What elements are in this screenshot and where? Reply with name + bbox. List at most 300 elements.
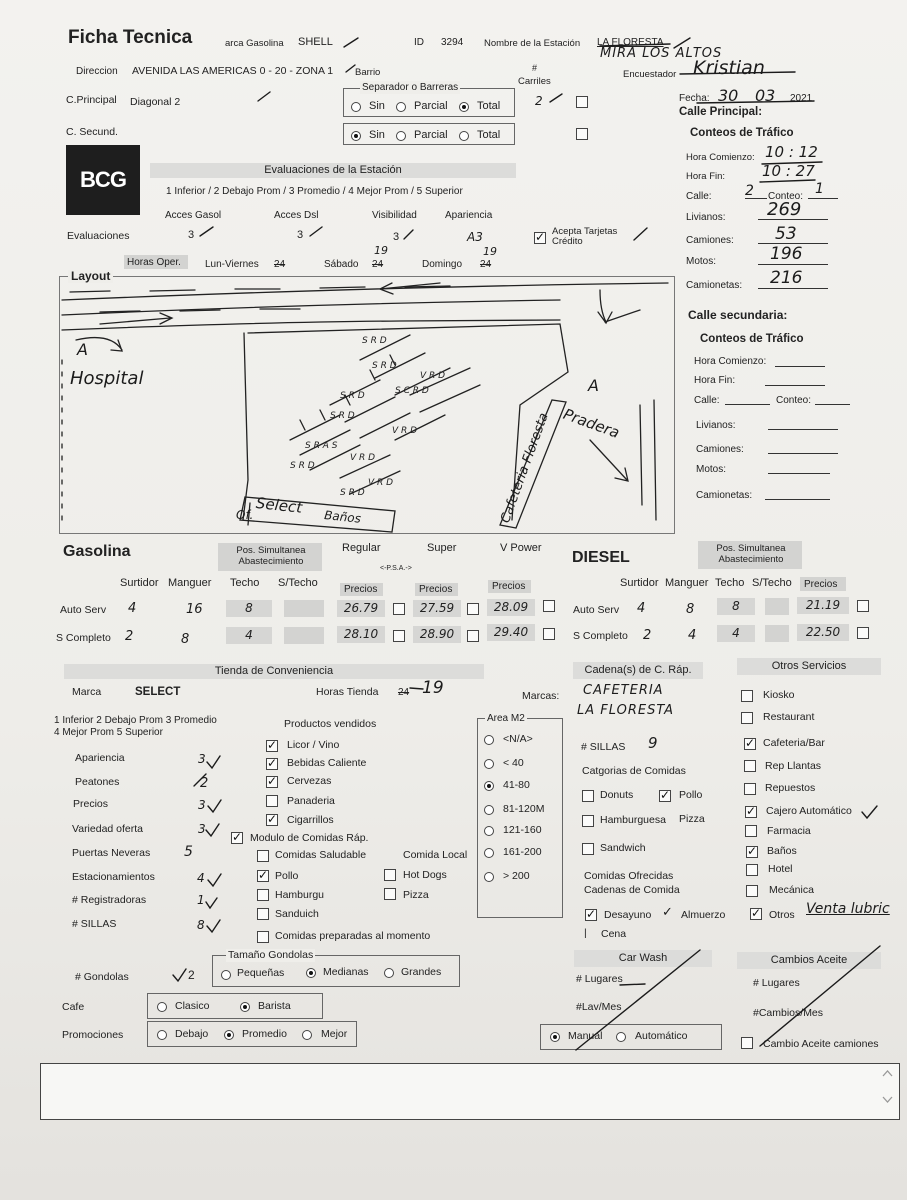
visibilidad-label: Visibilidad [372,210,417,221]
hamburguesa-label: Hamburguesa [600,814,666,826]
sec-camiones-label: Camiones: [696,444,744,455]
cajero-checkbox[interactable] [745,806,757,818]
diesel-title: DIESEL [572,549,630,566]
cafeteria-checkbox[interactable] [744,738,756,750]
promo-debajo-radio[interactable] [157,1030,167,1040]
cafe-barista-label: Barista [258,1000,291,1012]
comments-textarea[interactable] [40,1063,900,1120]
gas-sc-stecho[interactable] [284,627,324,644]
fecha-year[interactable]: 2021 [790,93,813,104]
diesel-scompleto-label: S Completo [573,630,628,642]
ofrecidas-line-1: Comidas Ofrecidas [584,870,674,882]
cena-marker[interactable]: | [584,927,587,939]
repuestos-label: Repuestos [765,782,816,794]
acces-dsl-value[interactable]: 3 [297,229,304,241]
gas-auto-surtidor[interactable]: 4 [128,601,137,616]
restaurant-label: Restaurant [763,711,815,723]
carriles-principal-value[interactable]: 2 [535,94,543,108]
farmacia-checkbox[interactable] [745,825,757,837]
cigarrillos-label: Cigarrillos [287,814,334,826]
desayuno-checkbox[interactable] [585,909,597,921]
area-na-radio[interactable] [484,735,494,745]
cafe-clasico-radio[interactable] [157,1002,167,1012]
id-label: ID [414,37,424,48]
car-wash-automatico-label: Automático [635,1030,688,1042]
diesel-stecho-head: S/Techo [752,577,792,589]
otros-label: Otros [769,909,795,921]
livianos-value[interactable]: 269 [767,199,802,220]
camionetas-underline [758,288,828,289]
area-box [477,718,563,918]
sep-secund-parcial-label: Parcial [414,129,448,141]
svg-text:S R D: S R D [340,488,365,498]
svg-text:S R D: S R D [290,461,315,471]
productos-vendidos-label: Productos vendidos [284,718,377,730]
diesel-precios-head: Precios [804,579,838,590]
area-40-label: < 40 [503,757,524,769]
gas-sc-vpower-check[interactable] [543,628,555,640]
camiones-label: Camiones: [686,235,734,246]
gas-scompleto-label: S Completo [56,632,111,644]
layout-of: Of. [236,508,254,522]
gas-techo-head: Techo [230,577,260,589]
cadenas-marcas-label: Marcas: [522,690,560,702]
bebidas-checkbox[interactable] [266,758,278,770]
sep-secund-total-label: Total [477,129,501,141]
car-wash-manual-label: Manual [568,1030,603,1042]
variedad-value[interactable]: 3 [198,822,206,836]
estacionamientos-label: Estacionamientos [72,871,155,883]
sec-hora-fin-label: Hora Fin: [694,375,736,386]
comida-local-label: Comida Local [403,849,468,861]
gas-auto-regular-check[interactable] [393,603,405,615]
gas-precios-head-vpower: Precios [492,581,526,592]
tienda-scale-2: 4 Mejor Prom 5 Superior [54,727,163,738]
cafe-barista-radio[interactable] [240,1002,250,1012]
svg-text:S R D: S R D [372,361,397,371]
conteo-value[interactable]: 1 [815,181,824,197]
tienda-precios-value[interactable]: 3 [198,798,206,812]
area-200-radio[interactable] [484,872,494,882]
restaurant-checkbox[interactable] [741,712,753,724]
hotel-checkbox[interactable] [746,864,758,876]
lun-viernes-value[interactable]: 24 [274,259,286,270]
diesel-auto-manguer[interactable]: 8 [686,602,695,617]
diesel-auto-surtidor[interactable]: 4 [637,601,646,616]
diesel-surtidor-head: Surtidor [620,577,659,589]
categorias-label: Catgorias de Comidas [582,765,686,777]
area-200-label: > 200 [503,870,530,882]
peatones-label: Peatones [75,776,120,788]
gasolina-title: Gasolina [63,543,131,560]
diesel-techo-head: Techo [715,577,745,589]
hamburgu-checkbox[interactable] [257,889,269,901]
rep-llantas-checkbox[interactable] [744,760,756,772]
scroll-down-icon [883,1097,892,1102]
encuestador-value[interactable]: Kristian [693,57,765,79]
tienda-sillas-value[interactable]: 8 [197,918,205,932]
repuestos-checkbox[interactable] [744,783,756,795]
gas-auto-techo[interactable]: 8 [226,600,272,617]
car-wash-manual-radio[interactable] [550,1032,560,1042]
calle-label: Calle: [686,191,712,202]
svg-text:V R D: V R D [350,453,376,463]
otros-checkbox[interactable] [750,908,762,920]
cena-label: Cena [601,928,627,940]
mecanica-label: Mecánica [769,884,814,896]
otros-value[interactable]: Venta lubric [806,901,890,917]
area-41-radio[interactable] [484,781,494,791]
sep-secund-sin-label: Sin [369,129,385,141]
calle-principal-heading: Calle Principal: [679,106,763,118]
area-40-radio[interactable] [484,759,494,769]
form-title: Ficha Tecnica [68,27,193,48]
apariencia-value[interactable]: A3 [467,230,483,244]
promo-mejor-radio[interactable] [302,1030,312,1040]
domingo-value[interactable]: 19 [483,245,497,258]
camiones-underline [758,243,828,244]
acepta-tarjetas-label: Acepta Tarjetas Crédito [552,226,618,247]
sep-principal-total-label: Total [477,100,501,112]
gas-surtidor-head: Surtidor [120,577,159,589]
lun-viernes-label: Lun-Viernes [205,259,259,270]
id-value[interactable]: 3294 [441,37,464,48]
carriles-label: Carriles [518,76,551,87]
conteo-label: Conteo: [768,191,804,202]
diesel-sc-techo[interactable]: 4 [717,625,755,642]
direccion-value[interactable]: AVENIDA LAS AMERICAS 0 - 20 - ZONA 1 [132,65,334,77]
sec-camiones-field[interactable] [768,453,838,454]
carriles-hash: # [532,63,538,73]
registradoras-value[interactable]: 1 [197,893,205,907]
panaderia-label: Panaderia [287,795,335,807]
sec-livianos-field[interactable] [768,429,838,430]
motos-value[interactable]: 196 [770,244,803,264]
sec-motos-label: Motos: [696,464,727,475]
visibilidad-value[interactable]: 3 [393,231,400,243]
station-name-label: Nombre de la Estación [484,38,581,49]
gas-sc-regular-check[interactable] [393,630,405,642]
diesel-sc-surtidor[interactable]: 2 [643,628,652,643]
station-name-note: MIRA LOS ALTOS [600,46,723,61]
layout-banos: Baños [323,508,362,526]
cafe-label: Cafe [62,1001,85,1013]
banos-label: Baños [767,845,797,857]
layout-cafeteria: Cafeteria Floresta [498,410,552,526]
tienda-scale-1: 1 Inferior 2 Debajo Prom 3 Promedio [54,715,217,726]
diesel-sc-stecho[interactable] [765,625,789,642]
fecha-month[interactable]: 03 [755,86,776,105]
kiosko-checkbox[interactable] [741,690,753,702]
pollo-label: Pollo [275,870,299,882]
donuts-checkbox[interactable] [582,790,594,802]
diesel-auto-techo[interactable]: 8 [717,598,755,615]
almuerzo-label: Almuerzo [681,909,726,921]
apariencia-label: Apariencia [445,210,493,221]
cambios-lugares-label: # Lugares [753,977,800,989]
camionetas-value[interactable]: 216 [770,268,803,288]
comidas-saludable-checkbox[interactable] [257,850,269,862]
comidas-saludable-label: Comidas Saludable [275,849,367,861]
gondola-grandes-radio[interactable] [384,968,394,978]
diesel-sc-price[interactable]: 22.50 [797,624,849,641]
pizza-label: Pizza [403,889,429,901]
rep-llantas-label: Rep Llantas [765,760,822,772]
cadenas-marcas-value-1[interactable]: CAFETERIA [583,683,664,698]
horas-tienda-old: 24 [398,687,410,698]
gas-auto-stecho[interactable] [284,600,324,617]
gas-auto-serv-label: Auto Serv [60,604,107,616]
gas-auto-regular-price[interactable]: 26.79 [337,600,385,617]
svg-text:S R D: S R D [340,391,365,401]
layout-label: Layout [68,270,113,283]
licor-checkbox[interactable] [266,740,278,752]
gas-stecho-head: S/Techo [278,577,318,589]
gas-super-label: Super [427,542,457,554]
svg-text:V R D: V R D [420,371,446,381]
estacionamientos-value[interactable]: 4 [197,871,205,885]
c-principal-label: C.Principal [66,94,117,106]
gas-vpower-label: V Power [500,542,542,554]
comidas-preparadas-checkbox[interactable] [257,931,269,943]
gas-auto-super-check[interactable] [467,603,479,615]
diesel-auto-price[interactable]: 21.19 [797,597,849,614]
modulo-checkbox[interactable] [231,832,243,844]
layout-pradera: Pradera [560,405,622,442]
sandwich-checkbox[interactable] [582,843,594,855]
area-81-radio[interactable] [484,805,494,815]
gas-sc-super-price[interactable]: 28.90 [413,626,461,643]
modulo-label: Modulo de Comidas Ráp. [250,832,369,844]
sandwich-label: Sandwich [600,842,646,854]
domingo-label: Domingo [422,259,463,270]
gas-sc-vpower-price[interactable]: 29.40 [487,624,535,641]
evaluaciones-title: Evaluaciones de la Estación [150,163,516,178]
evaluaciones-scale: 1 Inferior / 2 Debajo Prom / 3 Promedio / 4 Mejor Prom / 5 Superior [166,186,463,197]
hora-fin-label: Hora Fin: [686,171,726,182]
comidas-preparadas-label: Comidas preparadas al momento [275,930,431,942]
hamburguesa-checkbox[interactable] [582,815,594,827]
promociones-label: Promociones [62,1029,124,1041]
sec-livianos-label: Livianos: [696,420,736,431]
promo-promedio-label: Promedio [242,1028,287,1040]
farmacia-label: Farmacia [767,825,811,837]
diesel-sc-manguer[interactable]: 4 [688,628,697,643]
gas-auto-manguer[interactable]: 16 [186,602,203,617]
car-wash-automatico-radio[interactable] [616,1032,626,1042]
area-label: Area M2 [487,713,525,724]
cervezas-label: Cervezas [287,775,332,787]
livianos-label: Livianos: [686,212,726,223]
comments-scrollbar[interactable] [878,1064,897,1118]
kiosko-label: Kiosko [763,689,795,701]
camionetas-label: Camionetas: [686,280,743,291]
hora-fin-value[interactable]: 10 : 27 [762,162,815,180]
acces-gasol-value[interactable]: 3 [188,229,195,241]
svg-text:V R D: V R D [368,478,394,488]
diesel-sc-check[interactable] [857,627,869,639]
gas-sc-super-check[interactable] [467,630,479,642]
gondola-pequenas-radio[interactable] [221,970,231,980]
tienda-marca-label: Marca [72,686,102,698]
sec-motos-field[interactable] [768,473,830,474]
gas-manguer-head: Manguer [168,577,212,589]
svg-text:S R A S: S R A S [305,441,338,451]
cadenas-sillas-label: # SILLAS [581,741,626,753]
hora-comienzo-value[interactable]: 10 : 12 [765,143,818,161]
hora-comienzo-label: Hora Comienzo: [686,152,755,163]
area-na-label: <N/A> [503,733,533,745]
gas-sc-manguer[interactable]: 8 [181,632,190,647]
banos-checkbox[interactable] [746,846,758,858]
variedad-label: Variedad oferta [72,823,144,835]
c-secund-label: C. Secund. [66,126,118,138]
diesel-auto-stecho[interactable] [765,598,789,615]
hot-dogs-checkbox[interactable] [384,869,396,881]
cadenas-sillas-value[interactable]: 9 [648,734,658,752]
diesel-pos-simultanea: Pos. Simultanea Abastecimiento [716,543,786,565]
acces-dsl-label: Acces Dsl [274,210,319,221]
area-161-label: 161-200 [503,846,542,858]
c-principal-value[interactable]: Diagonal 2 [130,96,181,108]
gas-auto-vpower-check[interactable] [543,600,555,612]
scroll-up-icon [883,1071,892,1076]
layout-a1: A [77,340,88,359]
cambio-camiones-checkbox[interactable] [741,1037,753,1049]
gas-precios-head-super: Precios [419,584,453,595]
tienda-title: Tienda de Conveniencia [64,664,484,679]
sep-principal-sin-label: Sin [369,100,385,112]
promo-debajo-label: Debajo [175,1028,209,1040]
marca-gasolina-label: arca Gasolina [225,38,284,49]
cadenas-pollo-checkbox[interactable] [659,790,671,802]
hotel-label: Hotel [768,863,793,875]
area-121-label: 121-160 [503,824,542,836]
ofrecidas-line-2: Cadenas de Comida [584,884,680,896]
cambios-aceite-title: Cambios Aceite [737,952,881,969]
station-name-value[interactable]: LA FLORESTA [597,37,664,48]
donuts-label: Donuts [600,789,634,801]
cadenas-pizza-label: Pizza [679,813,705,825]
tienda-marca-value[interactable]: SELECT [135,686,181,698]
gondola-pequenas-label: Pequeñas [237,967,285,979]
sec-calle-field[interactable] [725,404,770,405]
domingo-old-value: 24 [480,259,492,270]
registradoras-label: # Registradoras [72,894,147,906]
gondolas-value[interactable]: 2 [188,968,195,982]
cigarrillos-checkbox[interactable] [266,814,278,826]
motos-label: Motos: [686,256,717,267]
car-wash-lav-mes-label: #Lav/Mes [576,1001,622,1013]
separador-label: Separador o Barreras [362,82,459,93]
hot-dogs-label: Hot Dogs [403,869,447,881]
panaderia-checkbox[interactable] [266,795,278,807]
svg-text:V R D: V R D [392,426,418,436]
hamburgu-label: Hamburgu [275,889,325,901]
peatones-value[interactable]: 2 [200,776,209,791]
diesel-manguer-head: Manguer [665,577,709,589]
evaluaciones-row-label: Evaluaciones [67,230,130,242]
cafe-clasico-label: Clasico [175,1000,210,1012]
acces-gasol-label: Acces Gasol [165,210,222,221]
area-121-radio[interactable] [484,826,494,836]
sanduich-checkbox[interactable] [257,908,269,920]
layout-a2: A [588,376,599,395]
calle-secundaria-heading: Calle secundaria: [688,308,788,322]
area-161-radio[interactable] [484,848,494,858]
gas-auto-super-price[interactable]: 27.59 [413,600,461,617]
encuestador-label: Encuestador [623,69,677,80]
diesel-auto-check[interactable] [857,600,869,612]
promo-promedio-radio[interactable] [224,1030,234,1040]
cambio-camiones-label: Cambio Aceite camiones [763,1038,879,1050]
sec-hora-fin-field[interactable] [765,385,825,386]
trafico-principal-title: Conteos de Tráfico [690,127,794,139]
gas-sc-surtidor[interactable]: 2 [125,629,134,644]
tienda-sillas-label: # SILLAS [72,918,117,930]
desayuno-label: Desayuno [604,909,652,921]
gas-auto-vpower-price[interactable]: 28.09 [487,599,535,616]
pollo-checkbox[interactable] [257,870,269,882]
camiones-value[interactable]: 53 [775,224,797,244]
marca-gasolina-value[interactable]: SHELL [298,36,333,48]
sabado-old-value: 24 [372,259,384,270]
fecha-label: Fecha: [679,93,710,104]
tienda-apariencia-value[interactable]: 3 [198,752,206,766]
svg-text:S R D: S R D [362,336,387,346]
sec-calle-label: Calle: [694,395,720,406]
gas-sc-techo[interactable]: 4 [226,627,272,644]
car-wash-lugares-label: # Lugares [576,973,623,985]
svg-text:S R D: S R D [330,411,355,421]
area-81-label: 81-120M [503,803,545,815]
mecanica-checkbox[interactable] [746,885,758,897]
tienda-apariencia-label: Apariencia [75,752,125,764]
calle-value[interactable]: 2 [745,183,754,199]
motos-underline [758,264,828,265]
almuerzo-check-mark[interactable]: ✓ [662,905,673,920]
sec-hora-comienzo-label: Hora Comienzo: [694,356,767,367]
gondola-grandes-label: Grandes [401,966,442,978]
svg-text:S C R D: S C R D [395,386,429,396]
gondola-medianas-label: Medianas [323,966,369,978]
cadenas-marcas-value-2[interactable]: LA FLORESTA [577,703,674,718]
area-41-label: 41-80 [503,779,530,791]
bebidas-label: Bebidas Caliente [287,757,367,769]
tienda-precios-label: Precios [73,798,109,810]
cervezas-checkbox[interactable] [266,776,278,788]
bcg-logo: BCG [66,145,140,215]
sec-hora-comienzo-field[interactable] [775,366,825,367]
gas-pos-simultanea: Pos. Simultanea Abastecimiento [236,545,306,567]
direccion-label: Direccion [76,66,118,77]
puertas-value[interactable]: 5 [184,844,193,860]
trafico-secundaria-title: Conteos de Tráfico [700,333,804,345]
fecha-day[interactable]: 30 [718,86,739,105]
cambios-mes-label: #Cambios/Mes [753,1007,824,1019]
pizza-checkbox[interactable] [384,888,396,900]
licor-label: Licor / Vino [287,739,340,751]
sec-camionetas-field[interactable] [765,499,830,500]
cafe-box [147,993,323,1019]
sec-conteo-field[interactable] [815,404,850,405]
sabado-value[interactable]: 19 [374,244,388,257]
gondola-medianas-radio[interactable] [306,968,316,978]
cadenas-pollo-label: Pollo [679,789,703,801]
gas-sc-regular-price[interactable]: 28.10 [337,626,385,643]
horas-tienda-value[interactable]: 19 [422,678,444,698]
cafeteria-label: Cafeteria/Bar [763,737,825,749]
